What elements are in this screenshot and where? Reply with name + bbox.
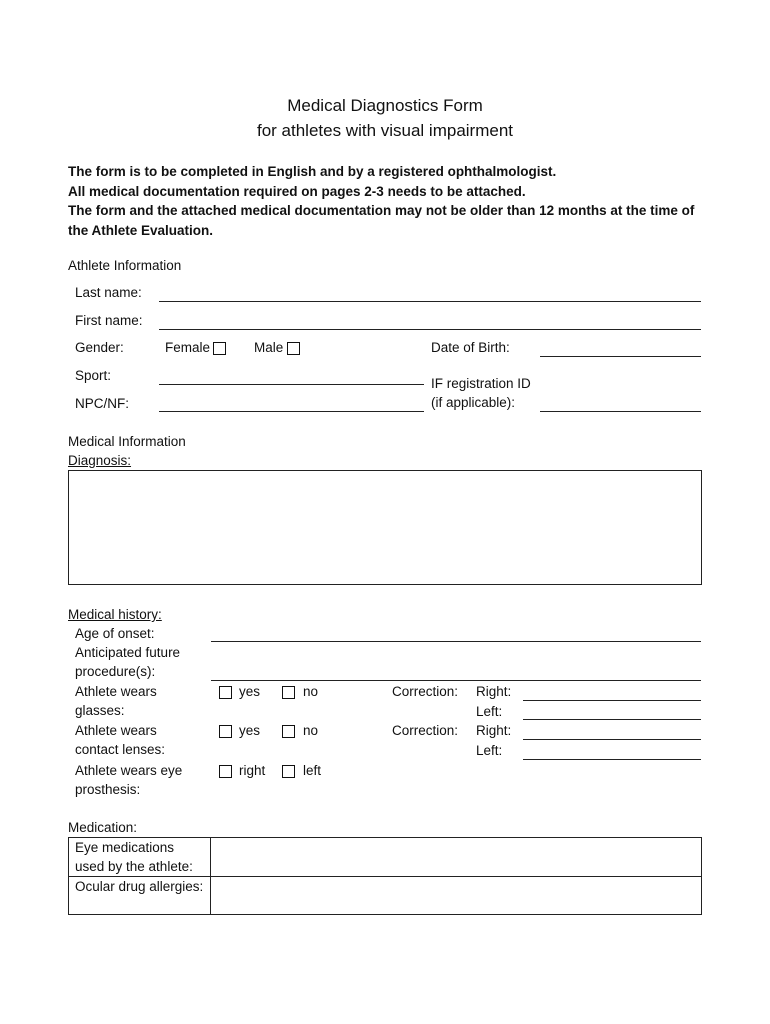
contacts-sublabel: contact lenses: — [75, 742, 166, 757]
eye-medications-field[interactable] — [212, 839, 700, 875]
glasses-sublabel: glasses: — [75, 703, 125, 718]
contacts-label: Athlete wears — [75, 723, 157, 738]
prosthesis-sublabel: prosthesis: — [75, 782, 141, 797]
glasses-right-field[interactable] — [523, 700, 701, 701]
glasses-yes-checkbox[interactable] — [219, 686, 232, 699]
diagnosis-label: Diagnosis: — [68, 453, 132, 468]
glasses-right-label: Right: — [476, 684, 512, 699]
form-subtitle: for athletes with visual impairment — [256, 121, 514, 140]
athlete-info-heading: Athlete Information — [68, 258, 182, 273]
dob-field[interactable] — [540, 356, 701, 357]
age-onset-field[interactable] — [211, 641, 701, 642]
sport-label: Sport: — [75, 368, 112, 383]
prosthesis-left-checkbox[interactable] — [282, 765, 295, 778]
diagnosis-textarea[interactable] — [68, 470, 702, 585]
prosthesis-label: Athlete wears eye — [75, 763, 183, 778]
contacts-left-field[interactable] — [523, 759, 701, 760]
glasses-left-label: Left: — [476, 704, 503, 719]
glasses-yes-label: yes — [239, 684, 261, 699]
glasses-no-label: no — [303, 684, 319, 699]
sport-field[interactable] — [159, 384, 424, 385]
contacts-right-field[interactable] — [523, 739, 701, 740]
contacts-no-label: no — [303, 723, 319, 738]
glasses-left-field[interactable] — [523, 719, 701, 720]
prosthesis-left-label: left — [303, 763, 322, 778]
contacts-correction-label: Correction: — [392, 723, 459, 738]
contacts-right-label: Right: — [476, 723, 512, 738]
glasses-correction-label: Correction: — [392, 684, 459, 699]
male-label: Male — [254, 340, 284, 355]
npc-label: NPC/NF: — [75, 396, 129, 411]
eye-medications-label: Eye medications — [75, 840, 175, 855]
glasses-no-checkbox[interactable] — [282, 686, 295, 699]
medical-history-label: Medical history: — [68, 607, 162, 622]
future-procedures-sublabel: procedure(s): — [75, 664, 156, 679]
medication-table-row-divider — [68, 876, 702, 877]
instruction-line: All medical documentation required on pages 2-3 needs to be attached. — [68, 183, 526, 199]
female-label: Female — [165, 340, 211, 355]
if-id-sublabel: (if applicable): — [431, 395, 516, 410]
female-checkbox[interactable] — [213, 342, 226, 355]
contacts-yes-checkbox[interactable] — [219, 725, 232, 738]
ocular-allergies-label: Ocular drug allergies: — [75, 879, 204, 894]
contacts-no-checkbox[interactable] — [282, 725, 295, 738]
ocular-allergies-field[interactable] — [212, 878, 700, 914]
instruction-line: The form is to be completed in English and by a registered ophthalmologist. — [68, 164, 557, 179]
instruction-line: the Athlete Evaluation. — [68, 222, 214, 238]
dob-label: Date of Birth: — [431, 340, 510, 355]
medication-heading: Medication: — [68, 820, 138, 835]
glasses-label: Athlete wears — [75, 684, 157, 699]
instruction-line: The form and the attached medical documentation may not be older than 12 months at the time of — [68, 203, 695, 218]
instructions — [68, 162, 708, 240]
prosthesis-right-checkbox[interactable] — [219, 765, 232, 778]
prosthesis-right-label: right — [239, 763, 266, 778]
future-procedures-label: Anticipated future — [75, 645, 181, 660]
gender-label: Gender: — [75, 340, 124, 355]
eye-medications-sublabel: used by the athlete: — [75, 859, 193, 874]
first-name-label: First name: — [75, 313, 143, 328]
form-title: Medical Diagnostics Form — [287, 96, 483, 115]
if-id-label: IF registration ID — [431, 376, 531, 391]
male-checkbox[interactable] — [287, 342, 300, 355]
last-name-field[interactable] — [159, 301, 701, 302]
future-procedures-field[interactable] — [211, 680, 701, 681]
contacts-yes-label: yes — [239, 723, 261, 738]
last-name-label: Last name: — [75, 285, 142, 300]
first-name-field[interactable] — [159, 329, 701, 330]
contacts-left-label: Left: — [476, 743, 503, 758]
medical-info-heading: Medical Information — [68, 434, 186, 449]
if-id-field[interactable] — [540, 411, 701, 412]
age-onset-label: Age of onset: — [75, 626, 155, 641]
npc-field[interactable] — [159, 411, 424, 412]
